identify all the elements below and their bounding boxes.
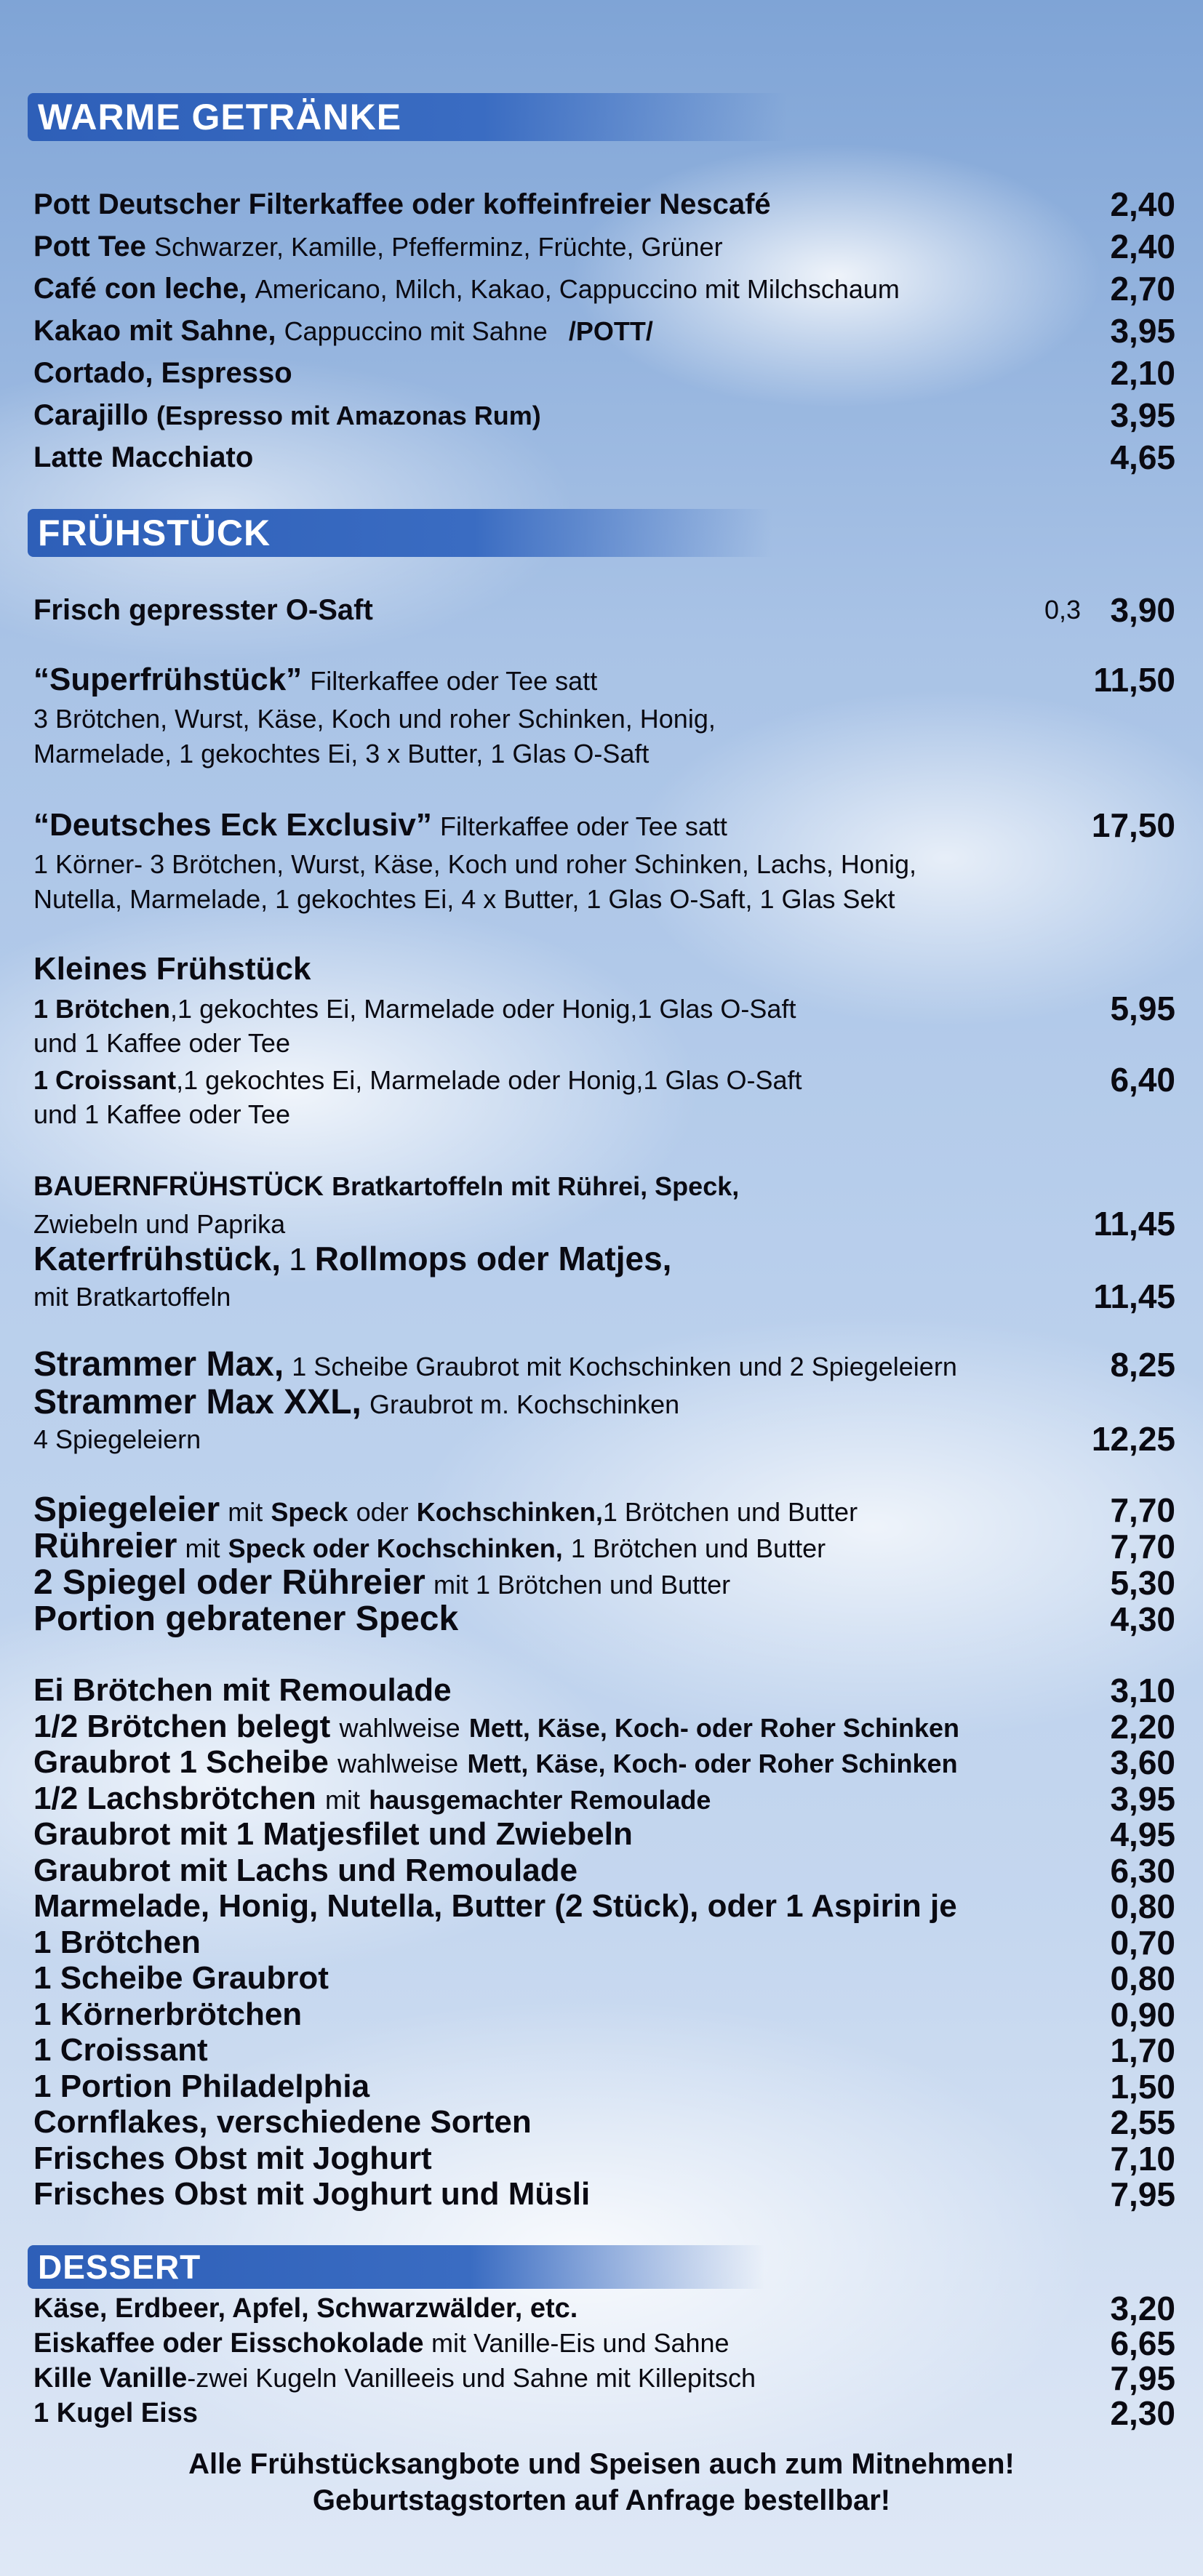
item-price: 3,90 <box>1110 591 1175 629</box>
item-desc-bold: Speck oder Kochschinken, <box>228 1533 563 1563</box>
menu-item <box>33 1601 1175 1639</box>
menu-item <box>33 355 1175 391</box>
item-name: Eiskaffee oder Eisschokolade <box>33 2328 424 2359</box>
item-name: 1 Körnerbrötchen <box>33 1996 303 2032</box>
menu-item <box>33 990 1175 1027</box>
item-name: Graubrot 1 Scheibe <box>33 1744 329 1780</box>
item-name: Cortado, Espresso <box>33 357 292 389</box>
item-price: 5,30 <box>1110 1564 1175 1602</box>
item-price: 4,65 <box>1110 438 1175 476</box>
item-desc-line: 3 Brötchen, Wurst, Käse, Koch und roher Schinken, Honig, <box>33 704 716 734</box>
menu-item <box>33 1492 1175 1530</box>
item-desc: mit <box>228 1497 263 1527</box>
item-desc-line: Marmelade, 1 gekochtes Ei, 3 x Butter, 1 Glas O-Saft <box>33 739 650 769</box>
menu-item <box>33 1925 1175 1961</box>
item-desc: 1 Brötchen und Butter <box>602 1497 858 1527</box>
item-desc: Filterkaffee oder Tee satt <box>310 666 598 696</box>
item-desc: 1 Brötchen und Butter <box>570 1533 826 1563</box>
menu-item <box>33 2325 1175 2362</box>
item-price: 11,50 <box>1093 661 1175 699</box>
menu-item <box>33 1997 1175 2033</box>
menu-item <box>33 1528 1175 1567</box>
item-price: 7,95 <box>1110 2359 1175 2397</box>
item-name: Café con leche, <box>33 273 247 305</box>
menu-item <box>33 1853 1175 1889</box>
item-price: 2,70 <box>1110 270 1175 308</box>
menu-item-katerfruehstueck <box>33 1240 1175 1279</box>
item-desc: mit 1 Brötchen und Butter <box>433 1570 731 1600</box>
item-price: 3,95 <box>1110 312 1175 350</box>
item-price: 7,70 <box>1110 1491 1175 1529</box>
item-name: Carajillo <box>33 399 148 431</box>
item-extra: /POTT/ <box>568 316 653 346</box>
menu-item <box>33 270 1175 308</box>
item-desc-bold: Mett, Käse, Koch- oder Roher Schinken <box>468 1712 959 1743</box>
item-price: 1,70 <box>1110 2031 1175 2069</box>
item-price: 5,95 <box>1110 990 1175 1027</box>
menu-item-superfruehstueck <box>33 662 1175 699</box>
item-price: 2,30 <box>1110 2394 1175 2432</box>
item-price: 3,60 <box>1110 1744 1175 1781</box>
item-name: 1 Brötchen <box>33 994 171 1024</box>
item-name: 1 Brötchen <box>33 1924 201 1960</box>
item-price: 1,50 <box>1110 2067 1175 2106</box>
item-name: Käse, Erdbeer, Apfel, Schwarzwälder, etc. <box>33 2293 578 2324</box>
item-desc: 1 Scheibe Graubrot mit Kochschinken und 2 Spiegeleiern <box>292 1352 957 1381</box>
item-price: 6,65 <box>1110 2324 1175 2362</box>
menu-item <box>33 2140 1175 2177</box>
item-price: 3,95 <box>1110 1779 1175 1818</box>
item-desc: -zwei Kugeln Vanilleeis und Sahne mit Killepitsch <box>187 2363 756 2393</box>
item-name: 2 Spiegel oder Rühreier <box>33 1563 425 1602</box>
menu-item <box>33 2032 1175 2069</box>
item-name: 1/2 Brötchen belegt <box>33 1708 331 1744</box>
menu-item <box>33 439 1175 476</box>
item-name: Frisches Obst mit Joghurt und Müsli <box>33 2176 591 2212</box>
menu-item <box>33 2104 1175 2140</box>
menu-item <box>33 228 1175 265</box>
item-name: Marmelade, Honig, Nutella, Butter (2 Stück), oder 1 Aspirin je <box>33 1888 957 1924</box>
menu-item <box>33 397 1175 434</box>
item-price: 3,10 <box>1110 1672 1175 1709</box>
item-name: 1 Kugel Eiss <box>33 2398 198 2428</box>
item-name: Spiegeleier <box>33 1490 220 1529</box>
menu-item-strammer-max <box>33 1347 1175 1385</box>
item-name: Frisch gepresster O-Saft <box>33 594 373 626</box>
menu-item <box>33 1816 1175 1853</box>
item-desc-line: und 1 Kaffee oder Tee <box>33 1028 290 1058</box>
menu-item <box>33 1709 1175 1746</box>
item-name: BAUERNFRÜHSTÜCK <box>33 1171 324 1202</box>
item-name: 1 Croissant <box>33 2032 208 2068</box>
menu-item-deutsches-eck <box>33 807 1175 845</box>
item-name: Latte Macchiato <box>33 441 254 473</box>
menu-item-strammer-xxl-line2 <box>33 1421 1175 1458</box>
menu-item <box>33 2395 1175 2431</box>
menu-item <box>33 1744 1175 1782</box>
menu-item <box>33 1062 1175 1099</box>
menu-item-strammer-max-xxl <box>33 1384 1175 1423</box>
item-desc: Graubrot m. Kochschinken <box>369 1389 680 1419</box>
item-name: Graubrot mit Lachs und Remoulade <box>33 1852 578 1888</box>
menu-item-bauernfruehstueck <box>33 1168 1175 1205</box>
item-name: Katerfrühstück, <box>33 1240 281 1277</box>
item-price: 2,40 <box>1110 185 1175 223</box>
item-name: Strammer Max XXL, <box>33 1383 361 1421</box>
item-price: 2,55 <box>1110 2103 1175 2141</box>
item-price: 2,10 <box>1110 354 1175 392</box>
item-name: 1 Portion Philadelphia <box>33 2068 370 2104</box>
item-price: 11,45 <box>1093 1205 1175 1243</box>
item-price: 7,70 <box>1110 1528 1175 1565</box>
item-desc-line: 1 Körner- 3 Brötchen, Wurst, Käse, Koch und roher Schinken, Lachs, Honig, <box>33 849 916 879</box>
menu-item <box>33 1960 1175 1997</box>
menu-item <box>33 2360 1175 2396</box>
item-desc: oder <box>356 1497 409 1527</box>
item-price: 17,50 <box>1091 806 1175 844</box>
item-name: Pott Deutscher Filterkaffee oder koffeinfreier Nescafé <box>33 188 771 220</box>
item-desc-bold: Rollmops oder Matjes, <box>314 1240 672 1277</box>
item-name: “Deutsches Eck Exclusiv” <box>33 807 432 843</box>
menu-item <box>33 186 1175 222</box>
menu-item <box>33 1672 1175 1709</box>
menu-item <box>33 1888 1175 1925</box>
item-desc-bold: hausgemachter Remoulade <box>369 1784 711 1815</box>
item-name: Strammer Max, <box>33 1345 284 1384</box>
menu-item <box>33 2290 1175 2327</box>
item-desc: Cappuccino mit Sahne <box>284 316 548 346</box>
item-desc: mit <box>325 1784 361 1815</box>
footer-line: Geburtstagstorten auf Anfrage bestellbar! <box>312 2484 891 2516</box>
item-desc: ,1 gekochtes Ei, Marmelade oder Honig,1 Glas O-Saft <box>170 994 796 1024</box>
item-desc-line: mit Bratkartoffeln <box>33 1282 231 1312</box>
section-title: WARME GETRÄNKE <box>38 97 402 137</box>
item-price: 7,10 <box>1110 2139 1175 2178</box>
item-price: 0,80 <box>1110 1959 1175 1997</box>
menu-item-kater-line2 <box>33 1278 1175 1315</box>
item-price: 11,45 <box>1093 1277 1175 1315</box>
item-price: 7,95 <box>1110 2175 1175 2213</box>
section-header-dessert <box>28 2245 765 2289</box>
item-desc: Filterkaffee oder Tee satt <box>439 811 727 841</box>
item-desc: wahlweise <box>337 1749 459 1778</box>
item-desc: wahlweise <box>339 1712 460 1743</box>
item-desc: 1 <box>289 1242 307 1277</box>
item-price: 4,30 <box>1110 1600 1175 1638</box>
item-name: Cornflakes, verschiedene Sorten <box>33 2104 532 2140</box>
item-size: 0,3 <box>1044 595 1081 625</box>
section-title: FRÜHSTÜCK <box>38 513 271 553</box>
item-desc-bold: Speck <box>271 1497 348 1527</box>
item-name: Frisches Obst mit Joghurt <box>33 2140 432 2176</box>
item-name: Kille Vanille <box>33 2363 188 2394</box>
item-desc-bold: Kochschinken, <box>416 1497 603 1527</box>
item-desc-bold: Mett, Käse, Koch- oder Roher Schinken <box>467 1749 958 1778</box>
menu-item <box>33 2176 1175 2212</box>
item-name: Kakao mit Sahne, <box>33 315 276 347</box>
item-price: 6,30 <box>1110 1851 1175 1890</box>
item-desc-line: Zwiebeln und Paprika <box>33 1209 286 1239</box>
item-desc-line: und 1 Kaffee oder Tee <box>33 1099 290 1129</box>
item-price: 0,90 <box>1110 1995 1175 2034</box>
item-desc: Schwarzer, Kamille, Pfefferminz, Früchte, Grüner <box>153 232 723 262</box>
item-price: 6,40 <box>1110 1061 1175 1099</box>
menu-item <box>33 1565 1175 1603</box>
item-price: 12,25 <box>1091 1420 1175 1458</box>
item-name: 1/2 Lachsbrötchen <box>33 1780 316 1816</box>
item-desc: Bratkartoffeln mit Rührei, Speck, <box>332 1171 740 1201</box>
item-name: Pott Tee <box>33 230 146 262</box>
menu-item-osaft <box>33 592 1175 628</box>
item-price: 2,40 <box>1110 228 1175 265</box>
item-desc: ,1 gekochtes Ei, Marmelade oder Honig,1 Glas O-Saft <box>176 1065 802 1095</box>
kleines-fruehstueck-title: Kleines Frühstück <box>33 951 311 987</box>
section-header-breakfast <box>28 509 772 557</box>
item-price: 8,25 <box>1110 1346 1175 1384</box>
item-desc-line: 4 Spiegeleiern <box>33 1424 201 1454</box>
item-price: 4,95 <box>1110 1815 1175 1853</box>
item-price: 3,20 <box>1110 2290 1175 2327</box>
item-name: Graubrot mit 1 Matjesfilet und Zwiebeln <box>33 1816 633 1852</box>
item-price: 3,95 <box>1110 396 1175 434</box>
section-title: DESSERT <box>38 2248 201 2286</box>
item-price: 2,20 <box>1110 1707 1175 1746</box>
item-price: 0,80 <box>1110 1887 1175 1925</box>
section-header-warm-drinks <box>28 93 787 141</box>
item-name: Rühreier <box>33 1527 177 1565</box>
menu-item-bauern-line2 <box>33 1205 1175 1243</box>
item-name: Ei Brötchen mit Remoulade <box>33 1672 452 1708</box>
item-desc: mit <box>185 1533 220 1563</box>
item-desc-line: Nutella, Marmelade, 1 gekochtes Ei, 4 x Butter, 1 Glas O-Saft, 1 Glas Sekt <box>33 884 895 914</box>
menu-item <box>33 1781 1175 1818</box>
item-name: Portion gebratener Speck <box>33 1600 459 1638</box>
menu-item <box>33 313 1175 350</box>
menu-item <box>33 2069 1175 2105</box>
item-desc: (Espresso mit Amazonas Rum) <box>156 401 541 430</box>
item-price: 0,70 <box>1110 1923 1175 1962</box>
item-name: 1 Croissant <box>33 1065 177 1095</box>
item-name: 1 Scheibe Graubrot <box>33 1960 329 1996</box>
footer-line: Alle Frühstücksangbote und Speisen auch zum Mitnehmen! <box>188 2448 1015 2480</box>
item-desc: mit Vanille-Eis und Sahne <box>431 2328 730 2358</box>
item-name: “Superfrühstück” <box>33 662 303 697</box>
item-desc: Americano, Milch, Kakao, Cappuccino mit Milchschaum <box>255 274 900 304</box>
